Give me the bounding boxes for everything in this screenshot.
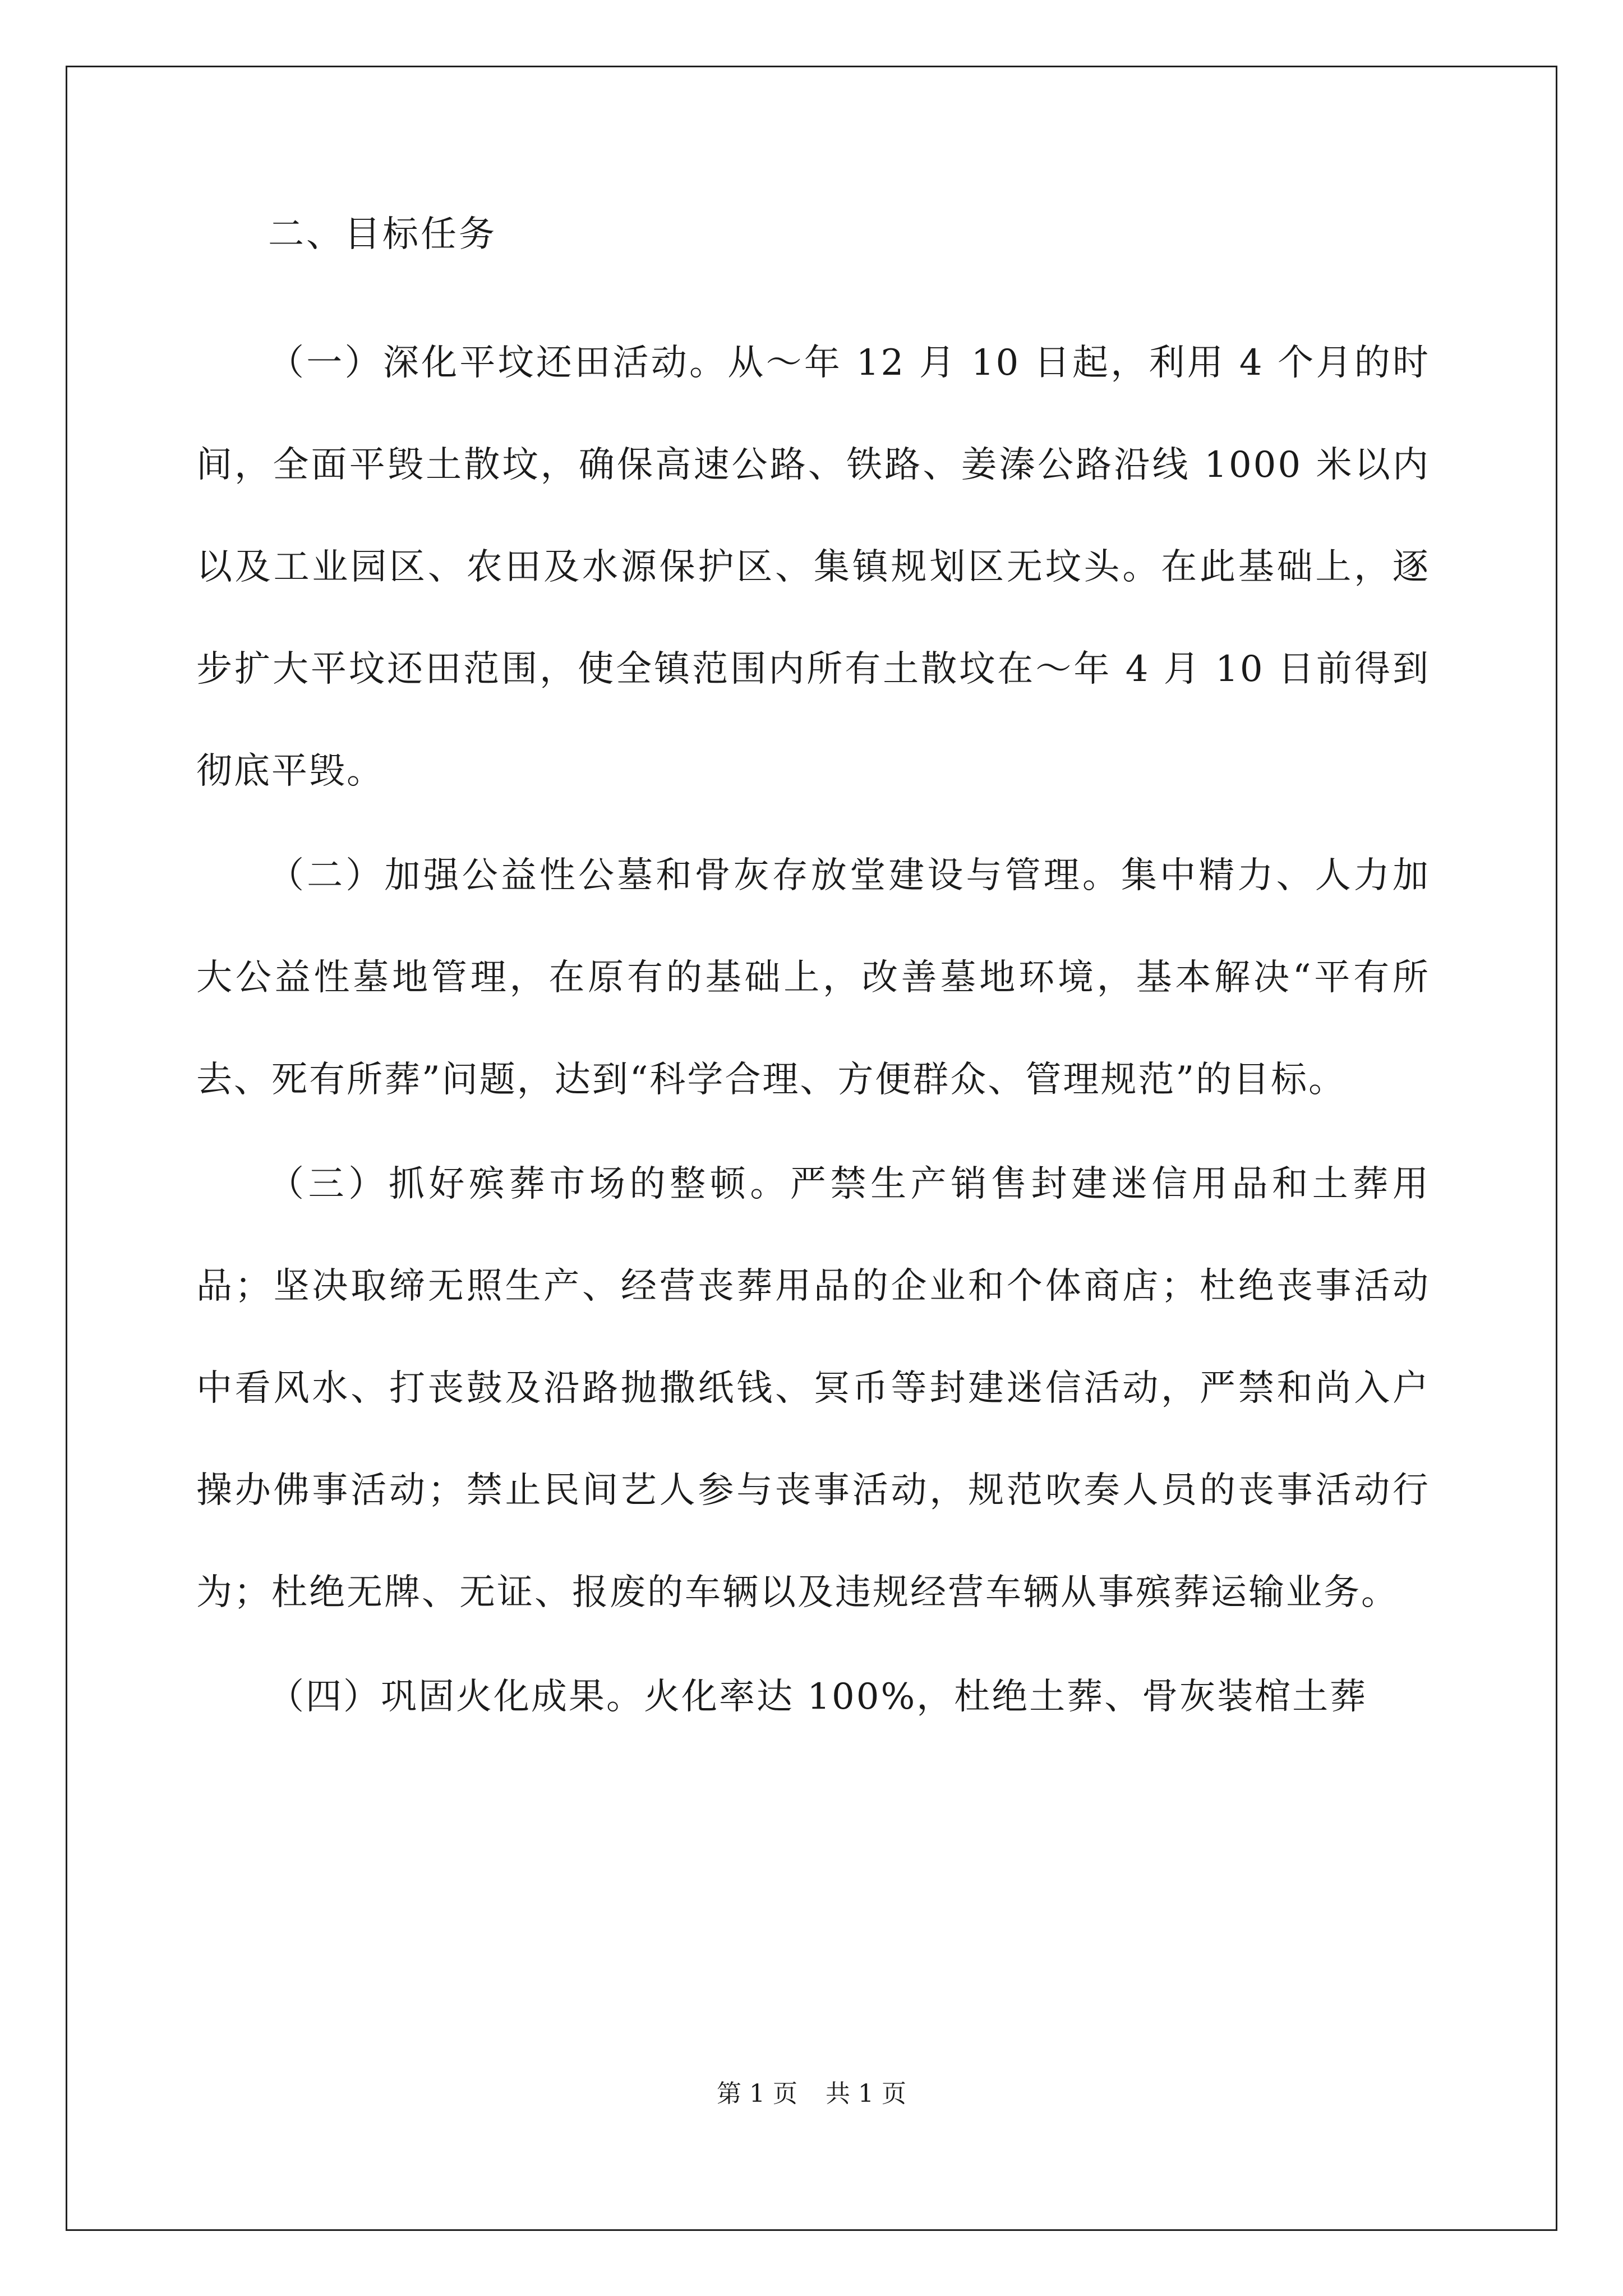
page-number: 第 1 页 <box>717 2079 797 2108</box>
page-total: 共 1 页 <box>826 2079 906 2108</box>
document-body <box>196 208 1430 1750</box>
page-footer <box>0 2078 1623 2110</box>
section-heading: 二、目标任务 <box>268 214 497 255</box>
paragraph-4: （四）巩固火化成果。火化率达 100%，杜绝土葬、骨灰装棺土葬 <box>268 1676 1368 1718</box>
paragraph-1: （一）深化平坟还田活动。从～年 12 月 10 日起，利用 4 个月的时间，全面平毁土散坟，确保高速公路、铁路、姜溱公路沿线 1000 米以内以及工业园区、农田及水源保护区、集镇规划区无坟头。在此基础上，逐步扩大平坟还田范围，使全镇范围内所有土散坟在～年 4 月 10 日前得到彻底平毁。 <box>196 342 1430 792</box>
paragraph-2: （二）加强公益性公墓和骨灰存放堂建设与管理。集中精力、人力加大公益性墓地管理，在原有的基础上，改善墓地环境，基本解决“平有所去、死有所葬”问题，达到“科学合理、方便群众、管理规范”的目标。 <box>196 855 1430 1101</box>
paragraph-3: （三）抓好殡葬市场的整顿。严禁生产销售封建迷信用品和土葬用品；坚决取缔无照生产、经营丧葬用品的企业和个体商店；杜绝丧事活动中看风水、打丧鼓及沿路抛撒纸钱、冥币等封建迷信活动，严禁和尚入户操办佛事活动；禁止民间艺人参与丧事活动，规范吹奏人员的丧事活动行为；杜绝无牌、无证、报废的车辆以及违规经营车辆从事殡葬运输业务。 <box>196 1163 1430 1613</box>
